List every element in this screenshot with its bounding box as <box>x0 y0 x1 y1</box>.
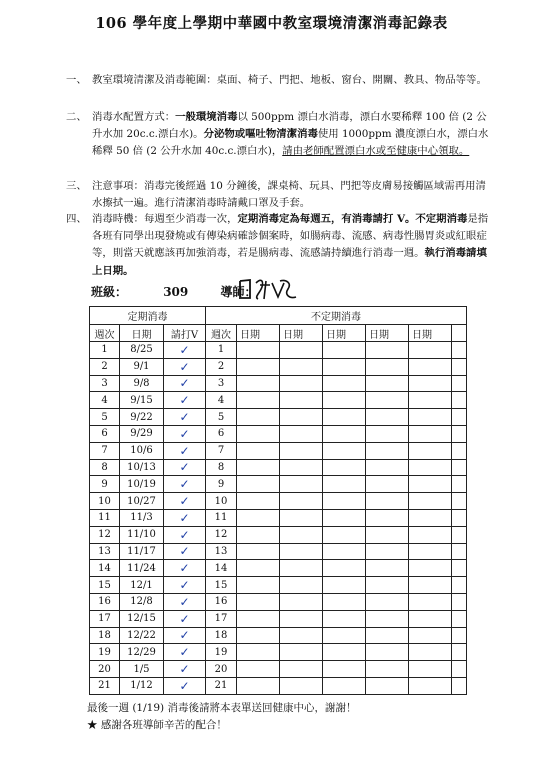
week-cell: 15 <box>90 577 120 594</box>
week2-cell: 5 <box>206 409 237 426</box>
irregular-date-cell[interactable] <box>452 627 467 644</box>
irregular-date-cell[interactable] <box>452 577 467 594</box>
week2-cell: 17 <box>206 610 237 627</box>
irregular-date-cell[interactable] <box>409 442 452 459</box>
irregular-date-cell[interactable] <box>366 493 409 510</box>
section-text: 教室環境清潔及消毒範圍：桌面、椅子、門把、地板、窗台、開關、教具、物品等等。 <box>92 74 487 86</box>
irregular-date-cell[interactable] <box>409 644 452 661</box>
section-text: 分泌物或嘔吐物清潔消毒 <box>203 128 318 141</box>
section-text: 是指各班有同學出現發燒或有傳染病確診個案時，如腸病毒、流感、病毒性腸胃炎或紅眼症等，則當天就應該再加強消毒，若是腸病毒、流感請持續進行消毒一週。 <box>92 213 489 260</box>
disinfection-table <box>89 306 467 695</box>
week-cell: 17 <box>90 610 120 627</box>
date-cell: 10/6 <box>120 442 164 459</box>
irregular-date-cell[interactable] <box>409 409 452 426</box>
check-mark[interactable]: ✓ <box>164 409 206 426</box>
irregular-date-cell[interactable] <box>366 627 409 644</box>
week2-cell: 4 <box>206 392 237 409</box>
check-mark[interactable]: ✓ <box>164 644 206 661</box>
irregular-date-cell[interactable] <box>280 342 323 359</box>
week2-cell: 9 <box>206 476 237 493</box>
week2-cell: 16 <box>206 593 237 610</box>
date-cell: 11/3 <box>120 509 164 526</box>
date-cell: 11/17 <box>120 543 164 560</box>
week2-cell: 15 <box>206 577 237 594</box>
week-cell: 14 <box>90 560 120 577</box>
irregular-date-cell[interactable] <box>366 476 409 493</box>
section-number: 四、 <box>66 213 87 225</box>
irregular-date-cell[interactable] <box>323 644 366 661</box>
section-text: 使用 1000ppm 濃度漂白水，漂白水稀釋 50 倍 (2 公升水加 40c.c.漂白水)， <box>92 128 489 158</box>
check-mark[interactable]: ✓ <box>164 392 206 409</box>
week2-cell: 19 <box>206 644 237 661</box>
week2-cell: 8 <box>206 459 237 476</box>
irregular-date-cell[interactable] <box>323 610 366 627</box>
irregular-date-cell[interactable] <box>237 425 280 442</box>
table-row <box>90 375 467 392</box>
section-body <box>92 211 496 280</box>
table-row <box>90 392 467 409</box>
irregular-date-cell[interactable] <box>409 543 452 560</box>
col-week2-header: 週次 <box>206 325 237 342</box>
col-week-header: 週次 <box>90 325 120 342</box>
irregular-date-cell[interactable] <box>452 526 467 543</box>
irregular-disinfection-header: 不定期消毒 <box>206 307 467 325</box>
week2-cell: 13 <box>206 543 237 560</box>
section-text: 以 500ppm 漂白水消毒，漂白水要稀釋 100 倍 (2 公升水加 20c.c.漂白水)。 <box>92 111 487 141</box>
irregular-date-cell[interactable] <box>323 409 366 426</box>
irregular-date-cell[interactable] <box>452 543 467 560</box>
section-number: 三、 <box>66 180 87 192</box>
irregular-date-cell[interactable] <box>409 476 452 493</box>
irregular-date-cell[interactable] <box>366 610 409 627</box>
week-cell: 16 <box>90 593 120 610</box>
date-cell: 9/22 <box>120 409 164 426</box>
table-row <box>90 526 467 543</box>
week2-cell: 18 <box>206 627 237 644</box>
irregular-date-cell[interactable] <box>366 509 409 526</box>
irregular-date-cell[interactable] <box>237 392 280 409</box>
irregular-date-cell[interactable] <box>323 358 366 375</box>
irregular-date-cell[interactable] <box>452 375 467 392</box>
irregular-date-cell[interactable] <box>409 509 452 526</box>
class-value: 309 <box>163 285 189 299</box>
irregular-date-cell[interactable] <box>280 358 323 375</box>
irregular-date-cell[interactable] <box>409 593 452 610</box>
irregular-date-cell[interactable] <box>237 442 280 459</box>
irregular-date-cell[interactable] <box>366 577 409 594</box>
date-cell: 12/1 <box>120 577 164 594</box>
irregular-date-cell[interactable] <box>280 375 323 392</box>
irregular-date-cell[interactable] <box>237 644 280 661</box>
teacher-label: 導師： <box>220 285 257 299</box>
check-mark[interactable]: ✓ <box>164 543 206 560</box>
irregular-date-cell[interactable] <box>366 409 409 426</box>
week-cell: 10 <box>90 493 120 510</box>
table-row <box>90 409 467 426</box>
section-3 <box>66 178 496 212</box>
irregular-date-cell[interactable] <box>366 442 409 459</box>
week2-cell: 12 <box>206 526 237 543</box>
page-title: 106 學年度上學期中華國中教室環境清潔消毒記錄表 <box>95 15 448 32</box>
irregular-date-cell[interactable] <box>323 425 366 442</box>
table-row <box>90 543 467 560</box>
date-cell: 9/8 <box>120 375 164 392</box>
date-cell: 1/5 <box>120 661 164 678</box>
irregular-date-cell[interactable] <box>280 560 323 577</box>
irregular-date-cell[interactable] <box>366 358 409 375</box>
irregular-date-cell[interactable] <box>366 661 409 678</box>
date-cell: 8/25 <box>120 342 164 359</box>
week2-cell: 2 <box>206 358 237 375</box>
section-body <box>92 109 496 161</box>
irregular-date-cell[interactable] <box>409 661 452 678</box>
week2-cell: 20 <box>206 661 237 678</box>
irregular-date-cell[interactable] <box>237 661 280 678</box>
irregular-date-cell[interactable] <box>323 677 366 694</box>
section-text: 一般環境消毒 <box>175 111 238 123</box>
irregular-date-cell[interactable] <box>280 627 323 644</box>
irregular-date-cell[interactable] <box>452 661 467 678</box>
irregular-date-cell[interactable] <box>366 425 409 442</box>
check-mark[interactable]: ✓ <box>164 425 206 442</box>
col-irregular-date-header: 日期 <box>237 325 280 342</box>
table-row <box>90 627 467 644</box>
date-cell: 1/12 <box>120 677 164 694</box>
class-label: 班級： <box>91 285 128 299</box>
col-irregular-extra <box>452 325 467 342</box>
irregular-date-cell[interactable] <box>452 476 467 493</box>
regular-disinfection-header: 定期消毒 <box>90 307 206 325</box>
table-row <box>90 593 467 610</box>
date-cell: 11/24 <box>120 560 164 577</box>
irregular-date-cell[interactable] <box>323 577 366 594</box>
section-body <box>92 72 496 89</box>
week2-cell: 1 <box>206 342 237 359</box>
check-mark[interactable]: ✓ <box>164 627 206 644</box>
irregular-date-cell[interactable] <box>237 342 280 359</box>
week-cell: 12 <box>90 526 120 543</box>
week2-cell: 7 <box>206 442 237 459</box>
irregular-date-cell[interactable] <box>280 459 323 476</box>
week-cell: 9 <box>90 476 120 493</box>
col-check-header: 請打V <box>164 325 206 342</box>
irregular-date-cell[interactable] <box>366 392 409 409</box>
irregular-date-cell[interactable] <box>366 644 409 661</box>
section-number: 二、 <box>66 111 87 123</box>
irregular-date-cell[interactable] <box>280 543 323 560</box>
irregular-date-cell[interactable] <box>323 375 366 392</box>
date-cell: 11/10 <box>120 526 164 543</box>
irregular-date-cell[interactable] <box>280 610 323 627</box>
check-mark[interactable]: ✓ <box>164 509 206 526</box>
irregular-date-cell[interactable] <box>452 560 467 577</box>
irregular-date-cell[interactable] <box>280 677 323 694</box>
irregular-date-cell[interactable] <box>409 459 452 476</box>
irregular-date-cell[interactable] <box>237 577 280 594</box>
section-2 <box>66 109 496 161</box>
week-cell: 18 <box>90 627 120 644</box>
week2-cell: 10 <box>206 493 237 510</box>
week-cell: 13 <box>90 543 120 560</box>
section-text: 執行消毒請填上日期。 <box>92 247 487 277</box>
section-1 <box>66 72 496 89</box>
irregular-date-cell[interactable] <box>323 543 366 560</box>
week-cell: 7 <box>90 442 120 459</box>
irregular-date-cell[interactable] <box>366 342 409 359</box>
irregular-date-cell[interactable] <box>323 509 366 526</box>
irregular-date-cell[interactable] <box>280 442 323 459</box>
check-mark[interactable]: ✓ <box>164 560 206 577</box>
check-mark[interactable]: ✓ <box>164 342 206 359</box>
irregular-date-cell[interactable] <box>452 459 467 476</box>
check-mark[interactable]: ✓ <box>164 476 206 493</box>
irregular-date-cell[interactable] <box>280 644 323 661</box>
irregular-date-cell[interactable] <box>366 375 409 392</box>
week-cell: 19 <box>90 644 120 661</box>
table-row <box>90 476 467 493</box>
irregular-date-cell[interactable] <box>452 610 467 627</box>
irregular-date-cell[interactable] <box>409 425 452 442</box>
irregular-date-cell[interactable] <box>280 661 323 678</box>
irregular-date-cell[interactable] <box>237 409 280 426</box>
irregular-date-cell[interactable] <box>409 493 452 510</box>
week-cell: 5 <box>90 409 120 426</box>
week-cell: 20 <box>90 661 120 678</box>
irregular-date-cell[interactable] <box>452 442 467 459</box>
irregular-date-cell[interactable] <box>280 409 323 426</box>
date-cell: 12/8 <box>120 593 164 610</box>
section-4 <box>66 211 496 280</box>
table-row <box>90 459 467 476</box>
check-mark[interactable]: ✓ <box>164 677 206 694</box>
date-cell: 10/13 <box>120 459 164 476</box>
week2-cell: 21 <box>206 677 237 694</box>
irregular-date-cell[interactable] <box>366 560 409 577</box>
table-row <box>90 509 467 526</box>
irregular-date-cell[interactable] <box>409 577 452 594</box>
irregular-date-cell[interactable] <box>280 593 323 610</box>
week-cell: 8 <box>90 459 120 476</box>
irregular-date-cell[interactable] <box>323 493 366 510</box>
date-cell: 10/27 <box>120 493 164 510</box>
irregular-date-cell[interactable] <box>323 526 366 543</box>
check-mark[interactable]: ✓ <box>164 358 206 375</box>
week-cell: 4 <box>90 392 120 409</box>
check-mark[interactable]: ✓ <box>164 442 206 459</box>
col-irregular-date-header: 日期 <box>409 325 452 342</box>
irregular-date-cell[interactable] <box>280 526 323 543</box>
irregular-date-cell[interactable] <box>237 610 280 627</box>
week2-cell: 3 <box>206 375 237 392</box>
irregular-date-cell[interactable] <box>323 342 366 359</box>
teacher-signature <box>236 277 300 303</box>
irregular-date-cell[interactable] <box>237 375 280 392</box>
table-row <box>90 442 467 459</box>
check-mark[interactable]: ✓ <box>164 493 206 510</box>
section-text: 請由老師配置漂白水或至健康中心領取。 <box>282 145 470 158</box>
table-row <box>90 644 467 661</box>
section-text: 不定期消毒 <box>415 213 468 225</box>
irregular-date-cell[interactable] <box>366 593 409 610</box>
irregular-date-cell[interactable] <box>237 560 280 577</box>
irregular-date-cell[interactable] <box>237 593 280 610</box>
section-number: 一、 <box>66 74 87 86</box>
week-cell: 3 <box>90 375 120 392</box>
footer-note: 最後一週 (1/19) 消毒後請將本表單送回健康中心，謝謝！ <box>87 702 357 714</box>
table-row <box>90 342 467 359</box>
table-row <box>90 358 467 375</box>
date-cell: 9/29 <box>120 425 164 442</box>
date-cell: 10/19 <box>120 476 164 493</box>
section-text: 消毒水配置方式： <box>92 111 176 123</box>
irregular-date-cell[interactable] <box>409 627 452 644</box>
footer-thanks: ★ 感謝各班導師辛苦的配合！ <box>87 719 227 731</box>
irregular-date-cell[interactable] <box>237 677 280 694</box>
check-mark[interactable]: ✓ <box>164 610 206 627</box>
irregular-date-cell[interactable] <box>452 392 467 409</box>
irregular-date-cell[interactable] <box>452 509 467 526</box>
section-body <box>92 178 496 212</box>
irregular-date-cell[interactable] <box>280 392 323 409</box>
date-cell: 12/29 <box>120 644 164 661</box>
irregular-date-cell[interactable] <box>409 375 452 392</box>
irregular-date-cell[interactable] <box>237 459 280 476</box>
irregular-date-cell[interactable] <box>237 476 280 493</box>
irregular-date-cell[interactable] <box>409 342 452 359</box>
irregular-date-cell[interactable] <box>280 476 323 493</box>
week2-cell: 11 <box>206 509 237 526</box>
irregular-date-cell[interactable] <box>323 661 366 678</box>
irregular-date-cell[interactable] <box>366 677 409 694</box>
irregular-date-cell[interactable] <box>409 560 452 577</box>
col-irregular-date-header: 日期 <box>323 325 366 342</box>
irregular-date-cell[interactable] <box>409 526 452 543</box>
week-cell: 1 <box>90 342 120 359</box>
irregular-date-cell[interactable] <box>366 459 409 476</box>
irregular-date-cell[interactable] <box>452 677 467 694</box>
irregular-date-cell[interactable] <box>323 459 366 476</box>
irregular-date-cell[interactable] <box>452 493 467 510</box>
table-row <box>90 560 467 577</box>
check-mark[interactable]: ✓ <box>164 526 206 543</box>
week2-cell: 6 <box>206 425 237 442</box>
irregular-date-cell[interactable] <box>409 610 452 627</box>
irregular-date-cell[interactable] <box>323 442 366 459</box>
irregular-date-cell[interactable] <box>323 593 366 610</box>
section-text: 注意事項：消毒完後經過 10 分鐘後，課桌椅、玩具、門把等皮膚易接觸區域需再用清水擦拭一遍。進行清潔消毒時請戴口罩及手套。 <box>92 180 486 210</box>
irregular-date-cell[interactable] <box>280 493 323 510</box>
date-cell: 12/22 <box>120 627 164 644</box>
week-cell: 6 <box>90 425 120 442</box>
irregular-date-cell[interactable] <box>237 358 280 375</box>
table-row <box>90 425 467 442</box>
table-row <box>90 577 467 594</box>
table-row <box>90 493 467 510</box>
irregular-date-cell[interactable] <box>323 627 366 644</box>
irregular-date-cell[interactable] <box>409 392 452 409</box>
check-mark[interactable]: ✓ <box>164 577 206 594</box>
irregular-date-cell[interactable] <box>452 593 467 610</box>
check-mark[interactable]: ✓ <box>164 459 206 476</box>
irregular-date-cell[interactable] <box>280 425 323 442</box>
irregular-date-cell[interactable] <box>237 493 280 510</box>
col-irregular-date-header: 日期 <box>280 325 323 342</box>
irregular-date-cell[interactable] <box>452 409 467 426</box>
irregular-date-cell[interactable] <box>280 509 323 526</box>
irregular-date-cell[interactable] <box>237 526 280 543</box>
irregular-date-cell[interactable] <box>409 358 452 375</box>
irregular-date-cell[interactable] <box>323 392 366 409</box>
week-cell: 2 <box>90 358 120 375</box>
date-cell: 9/1 <box>120 358 164 375</box>
irregular-date-cell[interactable] <box>452 342 467 359</box>
week-cell: 21 <box>90 677 120 694</box>
table-row <box>90 610 467 627</box>
irregular-date-cell[interactable] <box>323 476 366 493</box>
irregular-date-cell[interactable] <box>409 677 452 694</box>
irregular-date-cell[interactable] <box>366 543 409 560</box>
section-text: 消毒時機：每週至少消毒一次， <box>92 213 238 225</box>
section-text: 定期消毒定為每週五，有消毒請打 V。 <box>237 213 416 225</box>
week-cell: 11 <box>90 509 120 526</box>
irregular-date-cell[interactable] <box>237 543 280 560</box>
col-date-header: 日期 <box>120 325 164 342</box>
irregular-date-cell[interactable] <box>452 425 467 442</box>
irregular-date-cell[interactable] <box>452 358 467 375</box>
col-irregular-date-header: 日期 <box>366 325 409 342</box>
irregular-date-cell[interactable] <box>237 509 280 526</box>
table-row <box>90 677 467 694</box>
irregular-date-cell[interactable] <box>323 560 366 577</box>
irregular-date-cell[interactable] <box>366 526 409 543</box>
irregular-date-cell[interactable] <box>237 627 280 644</box>
check-mark[interactable]: ✓ <box>164 593 206 610</box>
week2-cell: 14 <box>206 560 237 577</box>
irregular-date-cell[interactable] <box>452 644 467 661</box>
irregular-date-cell[interactable] <box>280 577 323 594</box>
check-mark[interactable]: ✓ <box>164 375 206 392</box>
table-row <box>90 661 467 678</box>
date-cell: 9/15 <box>120 392 164 409</box>
check-mark[interactable]: ✓ <box>164 661 206 678</box>
date-cell: 12/15 <box>120 610 164 627</box>
